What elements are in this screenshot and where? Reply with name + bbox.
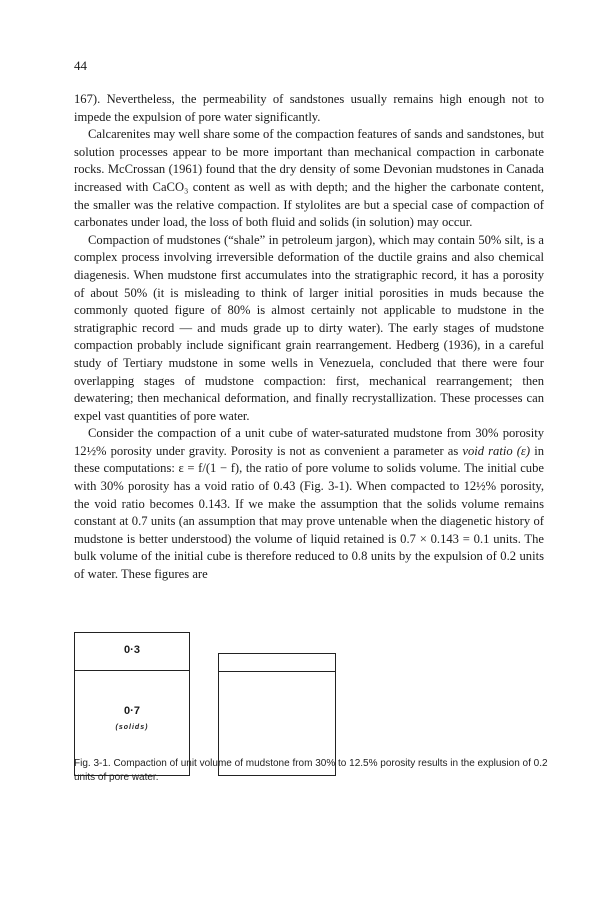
paragraph: 167). Nevertheless, the permeability of sandstones usually remains high enough not to impede the expulsion of pore water significantly. xyxy=(74,92,544,124)
paragraph: Calcarenites may well share some of the compaction features of sands and sandstones, but solution processes appear to be more important than mechanical compaction in carbonate rocks. McCrossan (1961) found that the dry density of some Devonian mudstones in Canada increased with CaCO₃ content as well as with depth; and the higher the carbonate content, the smaller was the relative compaction. If stylolites are but a special case of compaction of carbonates under load, the loss of both fluid and solids (in solution) may occur. xyxy=(74,127,544,230)
paragraph-part: in these computations: ε = f/(1 − f), the ratio of pore volume to solids volume. The initial cube with 30% porosity has a void ratio of 0.43 (Fig. 3-1). When compacted to 12½% porosity, the void ratio becomes 0.143. If we make the assumption that the solids volume remains constant at 0.7 units (an assumption that may prove untenable when the diagenetic history of mudstone is better understood) the volume of liquid retained is 0.7 × 0.143 = 0.1 units. The bulk volume of the initial cube is therefore reduced to 0.8 units by the expulsion of 0.2 units of water. These figures are xyxy=(74,443,544,582)
pore-volume-label: 0·3 xyxy=(124,644,140,656)
body-text xyxy=(74,91,544,584)
compacted-divider xyxy=(219,671,335,672)
figure-caption: Fig. 3-1. Compaction of unit volume of mudstone from 30% to 12.5% porosity results in the explusion of 0.2 units of pore water. xyxy=(74,758,548,783)
void-ratio-term: void ratio (ε) xyxy=(462,443,531,458)
paragraph: Compaction of mudstones (“shale” in petroleum jargon), which may contain 50% silt, is a complex process involving irreversible deformation of the ductile grains and also chemical diagenesis. When mudstone first accumulates into the stratigraphic record, it has a porosity of about 50% (it is misleading to think of larger initial porosities in muds because the commonly quoted figure of 80% is almost certainly not applicable to mudstone in the stratigraphic record — and muds grade up to dirty water). The early stages of mudstone compaction probably include significant grain rearrangement. Hedberg (1936), in a careful study of Tertiary mudstone in some wells in Venezuela, concluded that there were four overlapping stages of mudstone compaction: first, mechanical rearrangement; then dewatering; then mechanical deformation, and finally recrystallization. These processes can expel vast quantities of pore water. xyxy=(74,232,544,423)
pore-solid-divider xyxy=(75,670,189,671)
page-number: 44 xyxy=(74,58,87,73)
initial-cube-diagram xyxy=(74,632,190,776)
paragraph xyxy=(74,425,544,583)
paragraph-part: Consider the compaction of a unit cube of water-saturated mudstone from 30% porosity 12½% porosity under gravity. Porosity is not as convenient a parameter as xyxy=(74,426,544,458)
solids-label: (solids) xyxy=(115,724,149,731)
solids-volume-label: 0·7 xyxy=(124,705,140,717)
